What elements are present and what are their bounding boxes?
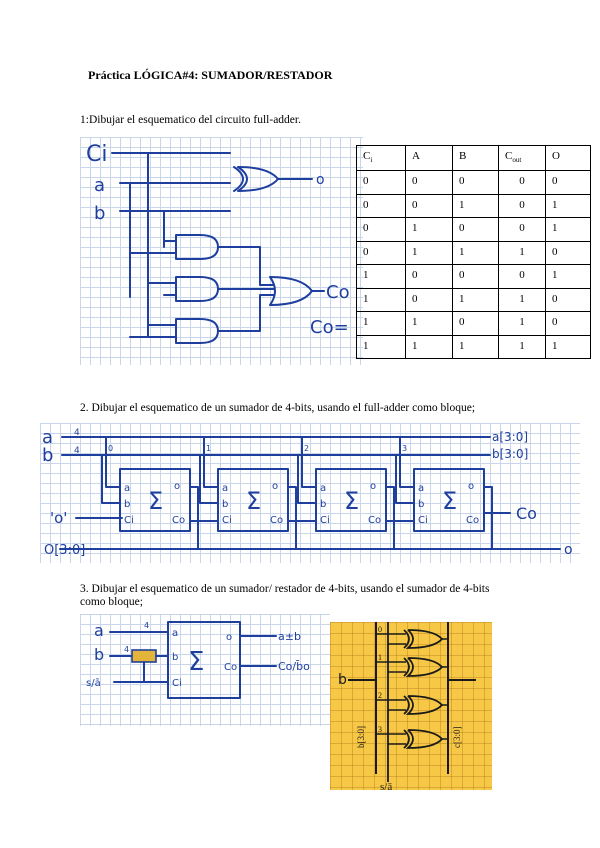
bus-width-a: 4	[74, 428, 80, 438]
bus-width-b: 4	[124, 645, 130, 654]
full-adder-sketch	[80, 137, 363, 365]
pin-co: Co	[224, 662, 238, 673]
question-3-line-2: como bloque;	[80, 596, 143, 608]
sum-output-label: a±b	[278, 630, 301, 643]
pin-b: b	[124, 499, 131, 510]
header-b: B	[453, 146, 499, 171]
bus-width-a: 4	[144, 621, 150, 630]
cell: 0	[453, 171, 499, 195]
pin-a: a	[418, 483, 425, 494]
and-inputs	[130, 241, 176, 337]
question-1: 1:Dibujar el esquematico del circuito full-adder.	[80, 114, 301, 126]
table-row	[357, 241, 591, 265]
pin-ci: Ci	[418, 515, 428, 526]
header-o: O	[546, 146, 591, 171]
bit-index: 2	[304, 444, 310, 453]
and-gate-2	[176, 277, 218, 301]
bit-index: 0	[108, 444, 114, 453]
cell: 1	[453, 288, 499, 312]
pin-co: Co	[368, 515, 382, 526]
co-output-label: Co	[326, 282, 350, 303]
cell: 0	[357, 171, 406, 195]
cell: 0	[546, 288, 591, 312]
b-input-label: b	[42, 445, 54, 466]
adder-subtractor-drawing	[80, 614, 330, 726]
xor-gate	[234, 167, 278, 191]
xor-gate-3	[376, 725, 448, 748]
header-cout: $C_{out}$	[499, 146, 546, 171]
cell: 0	[453, 265, 499, 289]
pin-a: a	[320, 483, 327, 494]
cell: 0	[499, 265, 546, 289]
cell: 1	[499, 288, 546, 312]
s-label: s/ā	[380, 781, 393, 790]
pin-ci: Ci	[222, 515, 232, 526]
vertical-taps	[130, 153, 164, 337]
four-bit-adder-drawing	[40, 423, 580, 563]
b-bus-label: b[3:0]	[492, 447, 529, 461]
cell: 0	[499, 194, 546, 218]
pin-o: o	[226, 632, 233, 643]
left-bus-label: b[3:0]	[356, 726, 366, 748]
cell: 1	[357, 335, 406, 359]
pin-b: b	[418, 499, 425, 510]
cell: 0	[499, 218, 546, 242]
cell: 1	[546, 218, 591, 242]
carry-out-label: Co	[516, 504, 537, 523]
cell: 1	[453, 241, 499, 265]
cell: 1	[499, 312, 546, 336]
cell: 1	[406, 241, 453, 265]
ci-label: Ci	[86, 142, 108, 167]
pin-a: a	[222, 483, 229, 494]
cell: 0	[546, 312, 591, 336]
pin-a: a	[124, 483, 131, 494]
xor-gate-0	[376, 625, 448, 648]
output-wires	[240, 636, 276, 666]
xor-gate-1	[376, 653, 448, 676]
sigma-symbol: Σ	[246, 487, 262, 515]
cell: 0	[499, 171, 546, 195]
truth-table	[356, 145, 591, 359]
xor-array-sketch	[330, 622, 492, 790]
cell: 0	[546, 171, 591, 195]
pin-a: a	[172, 628, 179, 639]
header-ci: $C_i$	[357, 146, 406, 171]
sigma-symbol: Σ	[442, 487, 458, 515]
and-gate-1	[176, 235, 218, 259]
cell: 1	[406, 335, 453, 359]
header-a: A	[406, 146, 453, 171]
cell: 0	[406, 265, 453, 289]
co-equation-label: Co=	[310, 317, 349, 338]
page-title: Práctica LÓGICA#4: SUMADOR/RESTADOR	[88, 68, 333, 82]
right-bus-label: c[3:0]	[452, 726, 462, 748]
cell: 1	[357, 288, 406, 312]
cell: 1	[499, 241, 546, 265]
output-bus-label: O[3:0]	[44, 543, 86, 558]
table-row	[357, 218, 591, 242]
a-input-label: a	[94, 621, 104, 640]
cell: 0	[546, 241, 591, 265]
pin-b: b	[320, 499, 327, 510]
cell: 1	[406, 312, 453, 336]
sigma-symbol: Σ	[148, 487, 164, 515]
b-input-label: b	[338, 672, 347, 688]
pin-b: b	[222, 499, 229, 510]
a-input-label: a	[42, 427, 54, 448]
a-bus-label: a[3:0]	[492, 430, 529, 444]
bit-index: 1	[378, 653, 382, 662]
cell: 0	[357, 194, 406, 218]
pin-o: o	[468, 481, 475, 492]
question-2: 2. Dibujar el esquematico de un sumador de 4-bits, usando el full-adder como bloque;	[80, 402, 476, 414]
o-output-label: o	[316, 172, 325, 188]
sigma-symbol: Σ	[188, 647, 205, 677]
xor-gate-2	[376, 691, 448, 714]
input-buses	[62, 437, 490, 455]
cell: 0	[406, 288, 453, 312]
pin-co: Co	[466, 515, 480, 526]
pin-ci: Ci	[172, 678, 182, 689]
cell: 1	[357, 312, 406, 336]
xor-array-drawing	[330, 622, 492, 790]
bit-index: 2	[378, 691, 382, 700]
cell: 0	[406, 171, 453, 195]
truth-table-wrapper	[356, 145, 591, 359]
cell: 0	[453, 218, 499, 242]
pin-b: b	[172, 652, 179, 663]
a-label: a	[94, 175, 106, 196]
cell: 0	[453, 312, 499, 336]
cell: 1	[546, 335, 591, 359]
sigma-symbol: Σ	[344, 487, 360, 515]
pin-co: Co	[270, 515, 284, 526]
carry-in-zero-label: 'o'	[50, 509, 68, 527]
bit-index: 1	[206, 444, 212, 453]
or-inputs	[218, 247, 274, 331]
pin-ci: Ci	[124, 515, 134, 526]
xor-array-block	[132, 650, 156, 662]
b-input-label: b	[94, 645, 105, 664]
table-row	[357, 335, 591, 359]
cell: 1	[546, 194, 591, 218]
table-row	[357, 194, 591, 218]
carry-output-label: Co/b̄o	[278, 660, 310, 673]
cell: 0	[357, 241, 406, 265]
cell: 1	[453, 335, 499, 359]
four-bit-adder-sketch	[40, 423, 580, 563]
full-adder-drawing	[80, 137, 363, 365]
pin-ci: Ci	[320, 515, 330, 526]
pin-o: o	[272, 481, 279, 492]
table-row	[357, 288, 591, 312]
output-bus-end: o	[564, 542, 573, 558]
table-row	[357, 265, 591, 289]
cell: 1	[453, 194, 499, 218]
cell: 1	[406, 218, 453, 242]
cell: 0	[357, 218, 406, 242]
bit-index: 3	[378, 725, 382, 734]
b-label: b	[94, 203, 106, 224]
pin-co: Co	[172, 515, 186, 526]
or-gate	[270, 277, 312, 305]
table-row	[357, 171, 591, 195]
pin-o: o	[174, 481, 181, 492]
table-row	[357, 312, 591, 336]
pin-o: o	[370, 481, 377, 492]
cell: 0	[406, 194, 453, 218]
question-3-line-1: 3. Dibujar el esquematico de un sumador/ restador de 4-bits, usando el sumador de 4-bits	[80, 583, 490, 595]
cell: 1	[357, 265, 406, 289]
bus-width-b: 4	[74, 446, 80, 456]
cell: 1	[546, 265, 591, 289]
bit-index: 3	[402, 444, 408, 453]
bit-index: 0	[378, 625, 382, 634]
truth-table-header	[357, 146, 591, 171]
s-input-label: s/ā	[86, 678, 101, 689]
and-gate-3	[176, 319, 218, 343]
adder-subtractor-sketch	[80, 614, 330, 726]
cell: 1	[499, 335, 546, 359]
